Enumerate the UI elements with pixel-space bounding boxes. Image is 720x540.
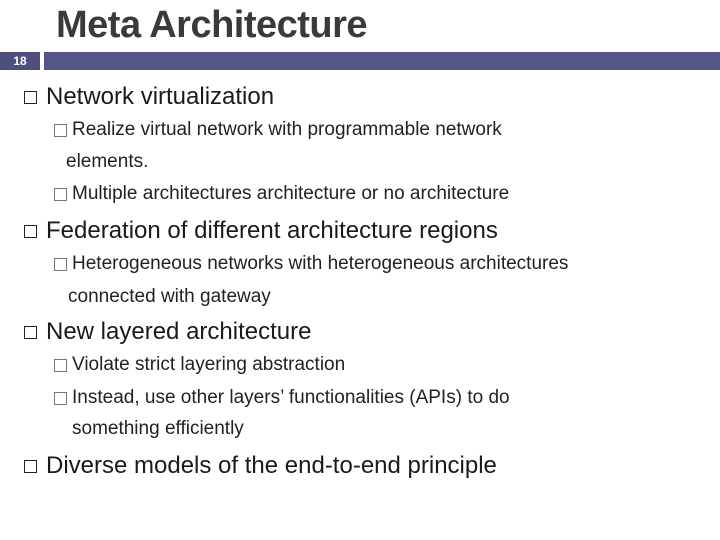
slide-title: Meta Architecture <box>56 4 368 46</box>
sub-bullet-continuation: elements. <box>66 151 149 172</box>
checkbox-bullet-icon <box>54 124 67 137</box>
square-bullet-icon <box>24 91 37 104</box>
checkbox-bullet-icon <box>54 258 67 271</box>
square-bullet-icon <box>24 460 37 473</box>
sub-bullet-continuation: connected with gateway <box>68 286 271 307</box>
sub-bullet-continuation: something efficiently <box>72 418 244 439</box>
title-bar <box>44 52 720 70</box>
square-bullet-icon <box>24 326 37 339</box>
checkbox-bullet-icon <box>54 359 67 372</box>
square-bullet-icon <box>24 225 37 238</box>
checkbox-bullet-icon <box>54 188 67 201</box>
checkbox-bullet-icon <box>54 392 67 405</box>
slide-number: 18 <box>0 52 40 70</box>
